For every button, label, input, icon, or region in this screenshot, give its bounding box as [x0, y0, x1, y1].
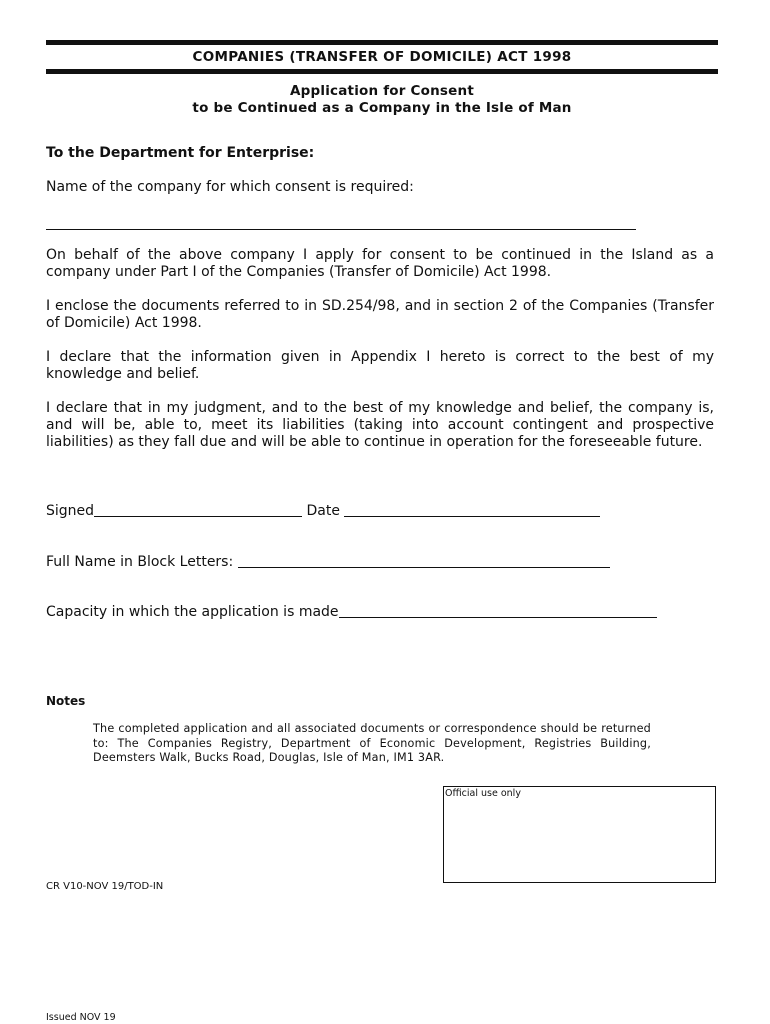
notes-heading: Notes	[46, 694, 86, 708]
official-use-box	[443, 786, 716, 883]
notes-body: The completed application and all associated documents or correspondence should be returned to: The Companies Registry, Department of Economic Development, Registries Building, Deemsters Walk, Bucks Road, Douglas, Isle of Man, IM1 3AR.	[93, 722, 651, 764]
paragraph-3: I declare that the information given in Appendix I hereto is correct to the best of my knowledge and belief.	[46, 349, 714, 382]
form-title-line1: Application for Consent	[290, 83, 474, 99]
form-title-line2: to be Continued as a Company in the Isle of Man	[192, 100, 572, 116]
signed-label: Signed	[46, 503, 95, 519]
date-field[interactable]	[344, 502, 600, 517]
signature-row	[46, 502, 600, 519]
paragraph-4: I declare that in my judgment, and to the best of my knowledge and belief, the company is, and will be, able to, meet its liabilities (taking into account contingent and prospective liabilities) as they fall due and will be able to continue in operation for the foreseeable future.	[46, 400, 714, 450]
signed-field[interactable]	[94, 502, 302, 517]
capacity-row	[46, 603, 657, 620]
paragraph-1: On behalf of the above company I apply for consent to be continued in the Island as a company under Part I of the Companies (Transfer of Domicile) Act 1998.	[46, 247, 714, 280]
addressee: To the Department for Enterprise:	[46, 145, 315, 161]
capacity-label: Capacity in which the application is made	[46, 604, 339, 620]
capacity-field[interactable]	[339, 603, 657, 618]
company-name-field[interactable]	[46, 229, 636, 230]
date-label: Date	[306, 503, 340, 519]
company-name-label: Name of the company for which consent is required:	[46, 179, 414, 195]
full-name-label: Full Name in Block Letters:	[46, 554, 234, 570]
form-code: CR V10-NOV 19/TOD-IN	[46, 881, 164, 892]
issued-date: Issued NOV 19	[46, 1012, 116, 1023]
official-use-label: Official use only	[445, 788, 521, 799]
top-rule	[46, 40, 718, 45]
act-title: COMPANIES (TRANSFER OF DOMICILE) ACT 1998	[192, 49, 572, 65]
full-name-field[interactable]	[238, 553, 610, 568]
paragraph-2: I enclose the documents referred to in SD.254/98, and in section 2 of the Companies (Transfer of Domicile) Act 1998.	[46, 298, 714, 331]
second-rule	[46, 69, 718, 74]
full-name-row	[46, 553, 610, 570]
